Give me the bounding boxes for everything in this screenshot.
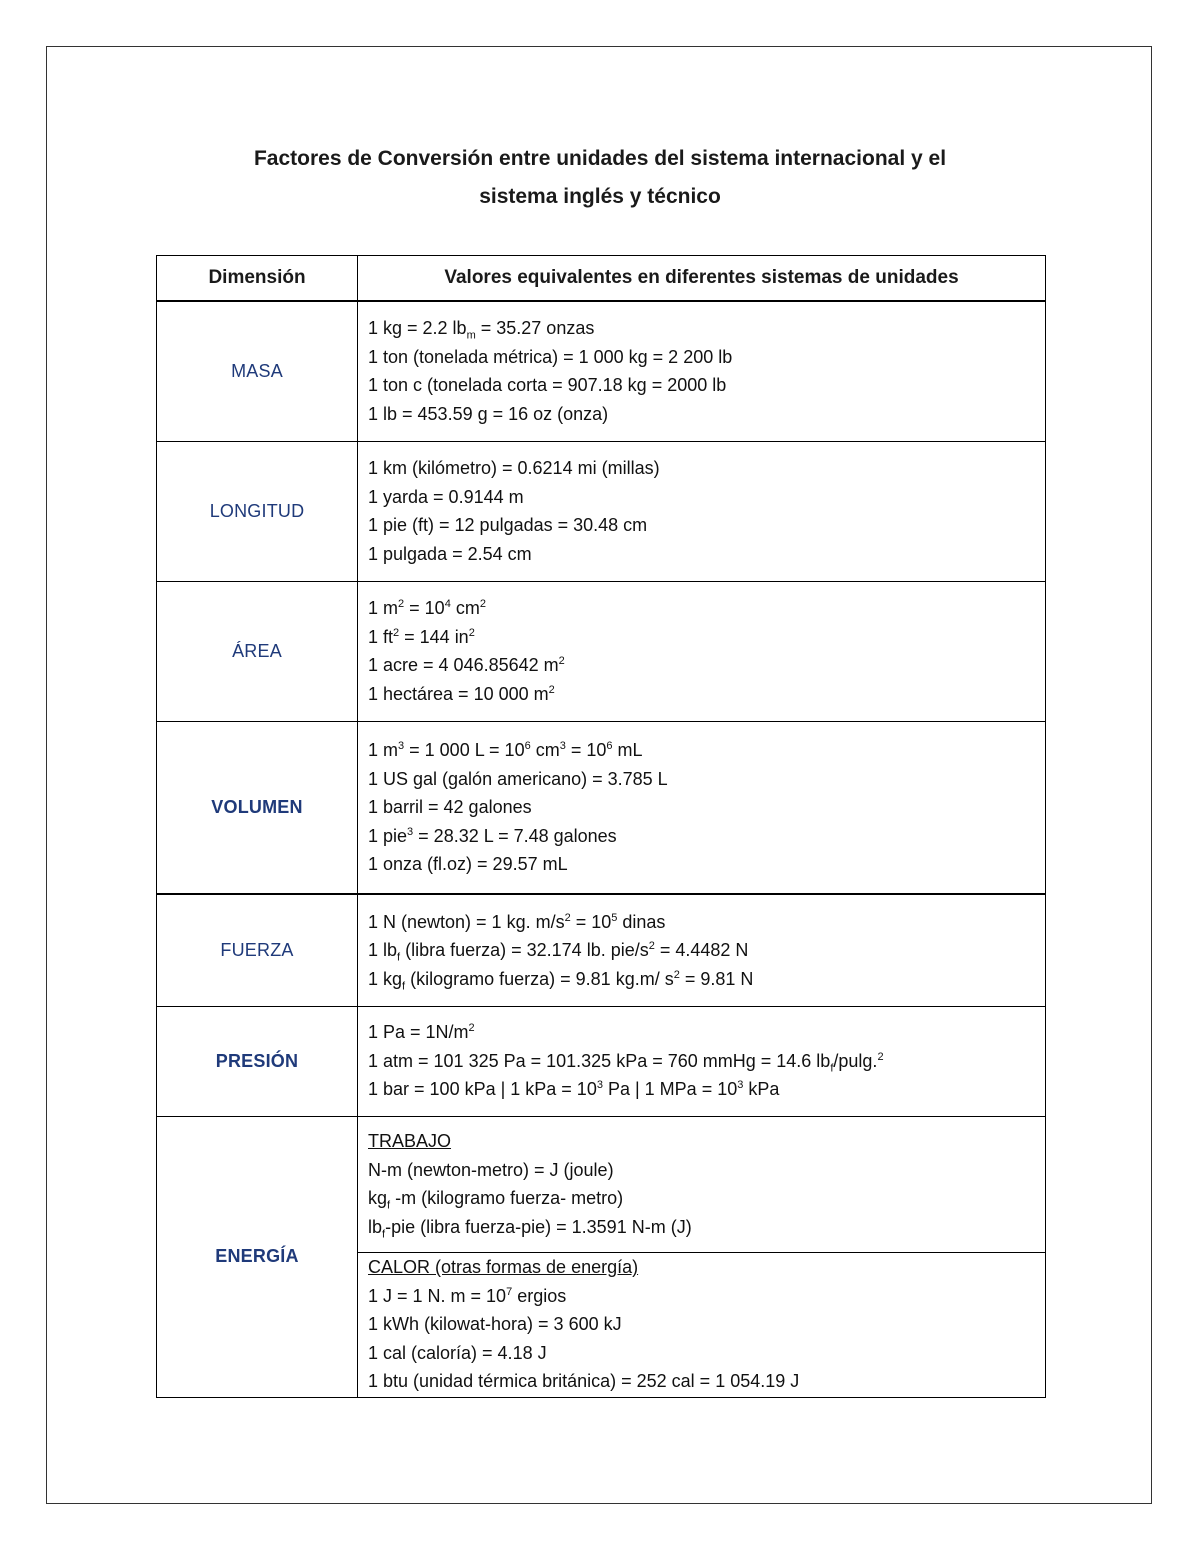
table-row-area [157,581,1046,721]
conversion-line: 1 yarda = 0.9144 m [368,486,524,507]
conversion-line: 1 atm = 101 325 Pa = 101.325 kPa = 760 mmHg = 14.6 $lb_f/pulg.^2$ [368,1050,884,1075]
conversion-line: 1 btu (unidad térmica británica) = 252 cal = 1 054.19 J [368,1371,800,1392]
values-volumen [358,721,1046,894]
conversion-line: 1 pie (ft) = 12 pulgadas = 30.48 cm [368,515,648,535]
values-fuerza [358,894,1046,1006]
conversion-line: 1 $m^3 = 1$ 000 $L = 10^6$ $cm^3 = 10^6$ mL [368,740,643,760]
conversion-line: 1 onza (fl.oz) = 29.57 mL [368,854,568,874]
conversion-line: 1 N (newton) = 1 kg. $m/s^2 = 10^5$ dinas [368,911,666,932]
header-values: Valores equivalentes en diferentes sistemas de unidades [358,256,1046,302]
conversion-line: 1 hectárea = 10 000 $m^2$ [368,683,555,704]
table-row-volumen [157,721,1046,894]
dimension-fuerza: FUERZA [157,894,358,1006]
conversion-line: $kg_f$ -m (kilogramo fuerza- metro) [368,1188,624,1212]
trabajo-subheading: TRABAJO [368,1131,452,1151]
conversion-line: 1 acre = 4 046.85642 $m^2$ [368,655,565,675]
conversion-line: 1 bar = 100 kPa | 1 kPa = $10^3$ Pa | 1 MPa = $10^3$ kPa [368,1079,780,1100]
conversion-line: 1 kg = 2.2 $lb_m = 35.27$ onzas [368,318,595,342]
conversion-line: 1 ton (tonelada métrica) = 1 000 kg = 2 200 lb [368,346,733,367]
table-row-energia-trabajo [157,1116,1046,1252]
conversion-line: 1 US gal (galón americano) = 3.785 L [368,768,668,789]
table-row-longitud [157,441,1046,581]
values-presion [358,1006,1046,1116]
document-title-line-1: Factores de Conversión entre unidades del sistema internacional y el [253,147,947,170]
calor-subheading: CALOR (otras formas de energía) [368,1257,639,1278]
conversion-line: 1 km (kilómetro) = 0.6214 mi (millas) [368,458,660,478]
conversion-line: 1 pie$^3$ = 28.32 L = 7.48 galones [368,825,617,846]
values-masa [358,301,1046,441]
conversion-line: 1 $lb_f$ (libra fuerza) = 32.174 lb. pie/$s^2 = 4.4482$ N [368,940,749,964]
conversion-line: 1 lb = 453.59 g = 16 oz (onza) [368,403,609,424]
conversion-line: 1 kWh (kilowat-hora) = 3 600 kJ [368,1314,622,1335]
table-header-row [157,256,1046,302]
table-row-masa [157,301,1046,441]
dimension-area: ÁREA [157,581,358,721]
table-row-fuerza [157,894,1046,1006]
conversion-line: 1 cal (caloría) = 4.18 J [368,1342,547,1363]
dimension-volumen: VOLUMEN [157,721,358,894]
values-energia-calor [358,1252,1046,1397]
values-area [358,581,1046,721]
table-row-presion [157,1006,1046,1116]
dimension-presion: PRESIÓN [157,1006,358,1116]
conversion-line: $lb_f$-pie (libra fuerza-pie) = 1.3591 N-m (J) [368,1216,692,1241]
header-dimension: Dimensión [157,256,358,302]
conversion-line: 1 $m^2 = 10^4$ $cm^2$ [368,598,486,618]
conversion-line: 1 $ft^2 = 144$ $in^2$ [368,626,475,647]
conversion-line: 1 ton c (tonelada corta = 907.18 kg = 2000 lb [368,375,727,396]
values-longitud [358,441,1046,581]
conversion-line: 1 pulgada = 2.54 cm [368,543,532,564]
conversion-line: 1 $Pa = 1N/m^2$ [368,1022,475,1043]
document-title-line-2: sistema inglés y técnico [479,185,721,208]
dimension-energia: ENERGÍA [157,1116,358,1397]
values-energia-trabajo [358,1116,1046,1252]
conversion-line: 1 $kg_f$ (kilogramo fuerza) = 9.81 kg.m/ $s^2 = 9.81$ N [368,968,754,993]
conversion-line: 1 barril = 42 galones [368,797,532,817]
dimension-longitud: LONGITUD [157,441,358,581]
conversion-line: 1 J = 1 N. $m = 10^7$ ergios [368,1285,567,1306]
conversion-line: N-m (newton-metro) = J (joule) [368,1159,614,1180]
dimension-masa: MASA [157,301,358,441]
conversion-table [156,255,1046,1398]
